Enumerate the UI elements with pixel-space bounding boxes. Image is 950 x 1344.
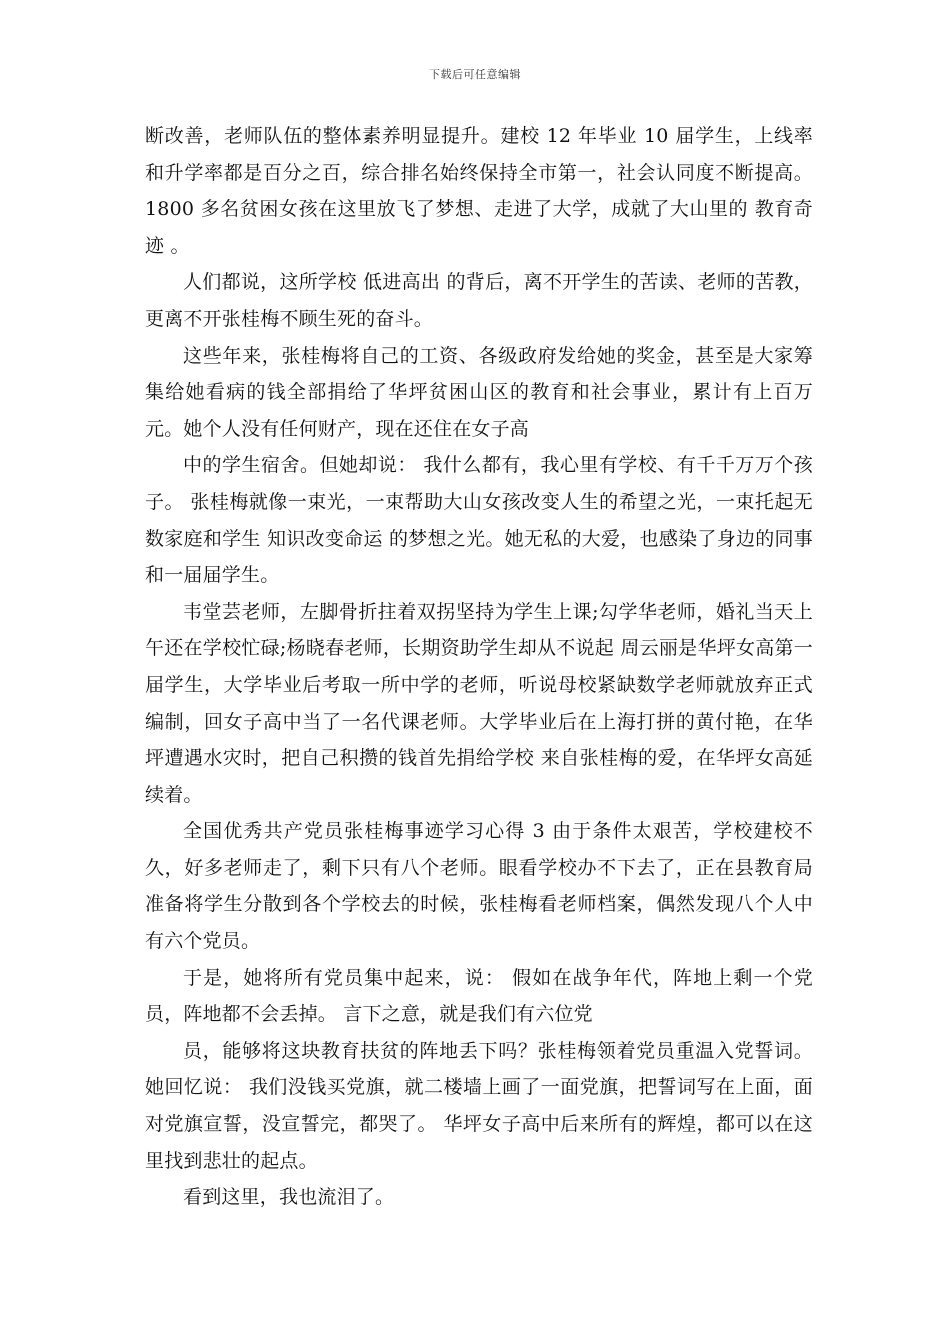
paragraph-2: 人们都说，这所学校 低进高出 的背后，离不开学生的苦读、老师的苦教，更离不开张桂梅不顾生死的奋斗。 [145,271,813,330]
paragraph-8: 员，能够将这块教育扶贫的阵地丢下吗？张桂梅领着党员重温入党誓词。她回忆说： 我们没钱买党旗，就二楼墙上画了一面党旗，把誓词写在上面，面对党旗宣誓，没宣誓完，都哭了。 华坪女子高中后来所有的辉煌，都可以在这里找到悲壮的起点。 [145,1039,813,1172]
paragraph-1: 断改善，老师队伍的整体素养明显提升。建校 12 年毕业 10 届学生，上线率和升学率都是百分之百，综合排名始终保持全市第一，社会认同度不断提高。1800 多名贫困女孩在这里放飞了梦想、走进了大学，成就了大山里的 教育奇迹 。 [145,125,813,257]
document-body [145,118,813,1216]
paragraph-5: 韦堂芸老师，左脚骨折拄着双拐坚持为学生上课;勾学华老师，婚礼当天上午还在学校忙碌;杨晓春老师，长期资助学生却从不说起 周云丽是华坪女高第一届学生，大学毕业后考取一所中学的老师，听说母校紧缺数学老师就放弃正式编制，回女子高中当了一名代课老师。大学毕业后在上海打拼的黄付艳，在华坪遭遇水灾时，把自己积攒的钱首先捐给学校 来自张桂梅的爱，在华坪女高延续着。 [145,600,813,806]
paragraph-9: 看到这里，我也流泪了。 [183,1186,395,1209]
page-header: 下载后可任意编辑 [429,68,521,81]
paragraph-3: 这些年来，张桂梅将自己的工资、各级政府发给她的奖金，甚至是大家筹集给她看病的钱全部捐给了华坪贫困山区的教育和社会事业，累计有上百万元。她个人没有任何财产，现在还住在女子高 [145,344,813,440]
paragraph-7: 于是，她将所有党员集中起来，说： 假如在战争年代，阵地上剩一个党员，阵地都不会丢掉。 言下之意，就是我们有六位党 [145,966,813,1026]
paragraph-4: 中的学生宿舍。但她却说： 我什么都有，我心里有学校、有千千万万个孩子。 张桂梅就像一束光，一束帮助大山女孩改变人生的希望之光，一束托起无数家庭和学生 知识改变命运 的梦想之光。她无私的大爱，也感染了身边的同事和一届届学生。 [145,454,813,587]
paragraph-6: 全国优秀共产党员张桂梅事迹学习心得 3 由于条件太艰苦，学校建校不久，好多老师走了，剩下只有八个老师。眼看学校办不下去了，正在县教育局准备将学生分散到各个学校去的时候，张桂梅看老师档案，偶然发现八个人中有六个党员。 [145,820,813,953]
